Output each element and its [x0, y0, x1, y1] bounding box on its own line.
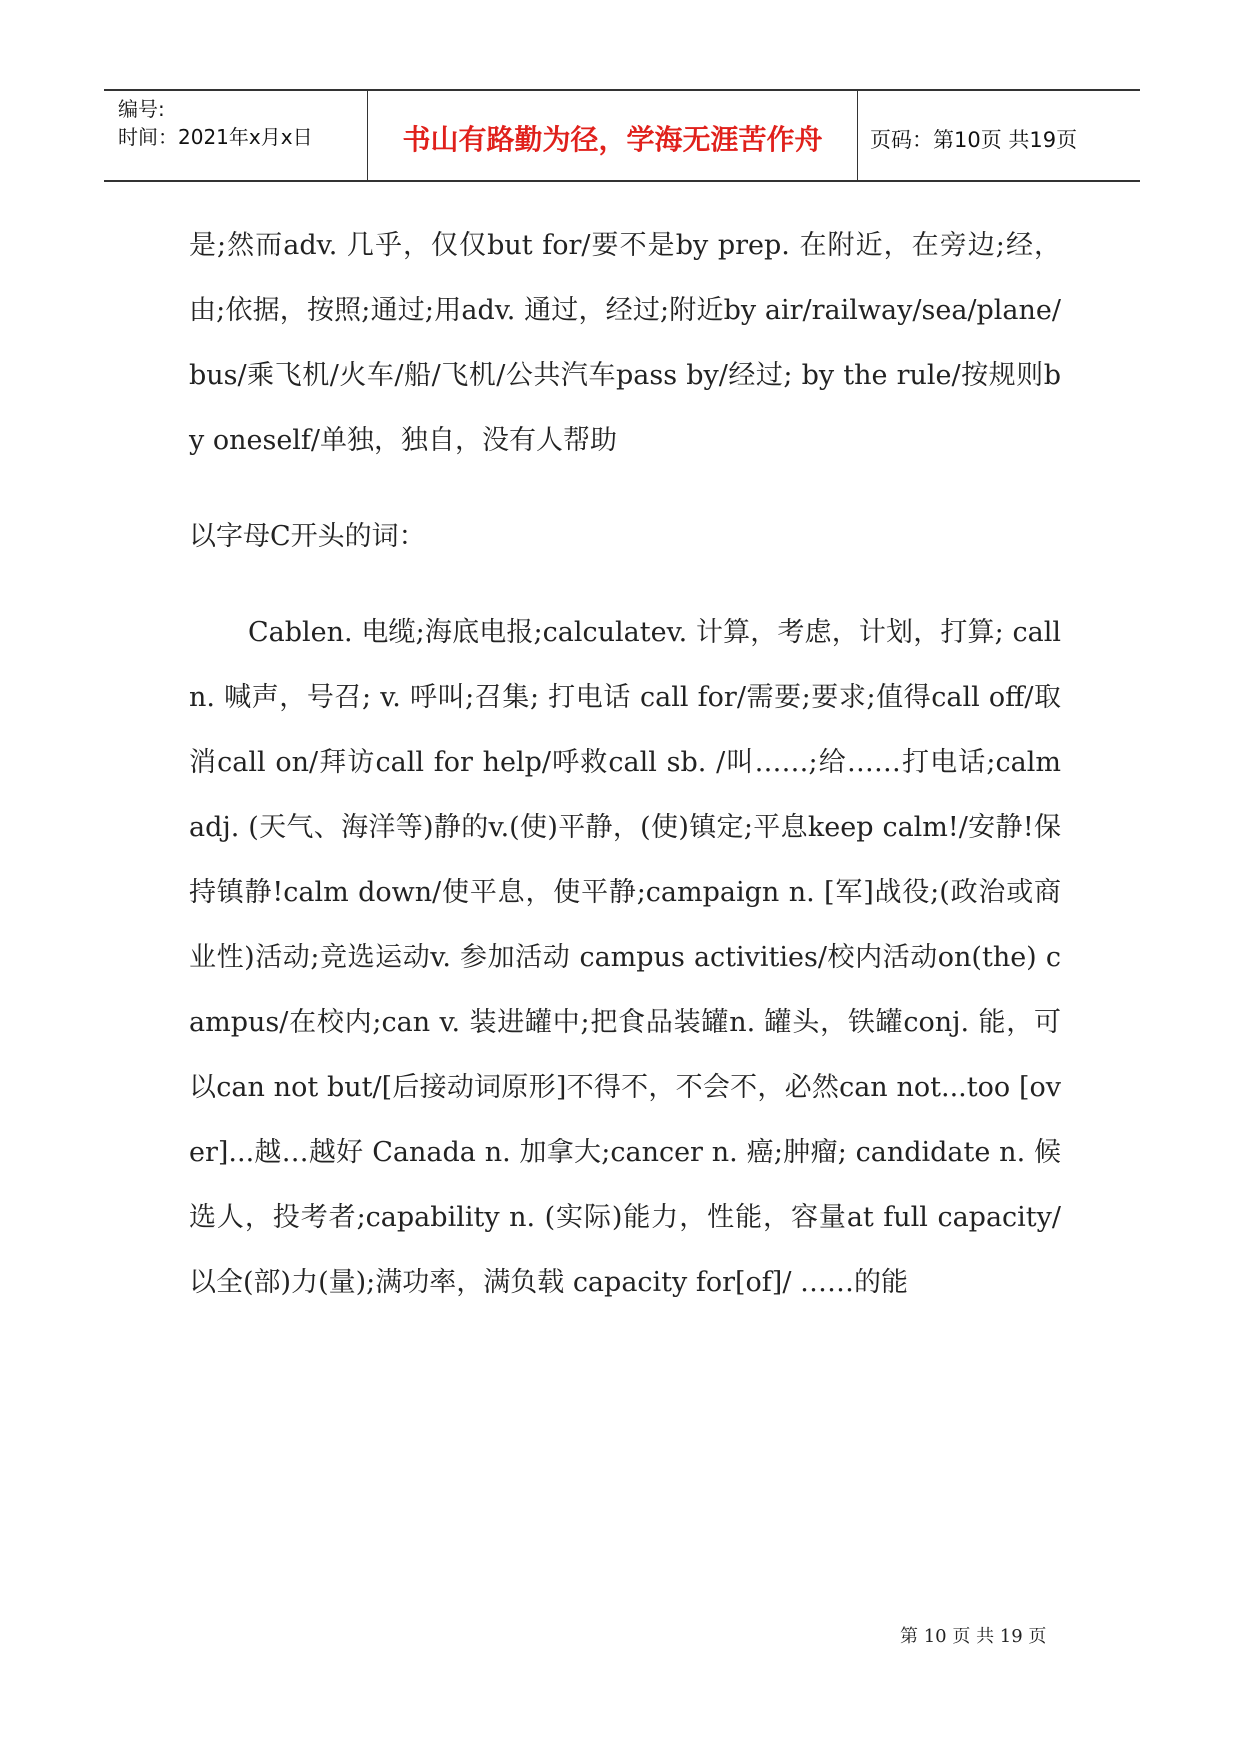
paragraph-b-continued: 是;然而adv. 几乎，仅仅but for/要不是by prep. 在附近，在旁边;经，由;依据，按照;通过;用adv. 通过，经过;附近by air/railway/sea/plane/bus/乘飞机/火车/船/飞机/公共汽车pass by/经过; by the rule/按规则by oneself/单独，独自，没有人帮助	[189, 230, 1061, 456]
header-page-code: 页码：第10页 共19页	[870, 128, 1078, 152]
serial-number-label: 编号:	[118, 97, 165, 121]
section-heading-c: 以字母C开头的词：	[189, 521, 426, 552]
header-meta	[118, 95, 313, 151]
page-footer: 第 10 页 共 19 页	[900, 1626, 1047, 1647]
header-motto: 书山有路勤为径，学海无涯苦作舟	[402, 123, 823, 156]
date-line: 时间：2021年x月x日	[118, 125, 313, 149]
header-divider-right	[857, 91, 858, 180]
paragraph-c-words: Cablen. 电缆;海底电报;calculatev. 计算，考虑，计划，打算; call n. 喊声，号召; v. 呼叫;召集; 打电话 call for/需要;要求;值得call off/取消call on/拜访call for help/呼救call sb. /叫……;给……打电话;calm adj. (天气、海洋等)静的v.(使)平静，(使)镇定;平息keep calm!/安静!保持镇静!calm down/使平息，使平静;campaign n. [军]战役;(政治或商业性)活动;竞选运动v. 参加活动 campus activities/校内活动on(the) campus/在校内;can v. 装进罐中;把食品装罐n. 罐头，铁罐conj. 能，可以can not but/[后接动词原形]不得不，不会不，必然can not...too [over]...越…越好 Canada n. 加拿大;cancer n. 癌;肿瘤; candidate n. 候选人，投考者;capability n. (实际)能力，性能，容量at full capacity/以全(部)力(量);满功率，满负载 capacity for[of]/ ……的能	[189, 617, 1061, 1298]
document-body	[189, 213, 1061, 1315]
page-header	[104, 89, 1140, 182]
